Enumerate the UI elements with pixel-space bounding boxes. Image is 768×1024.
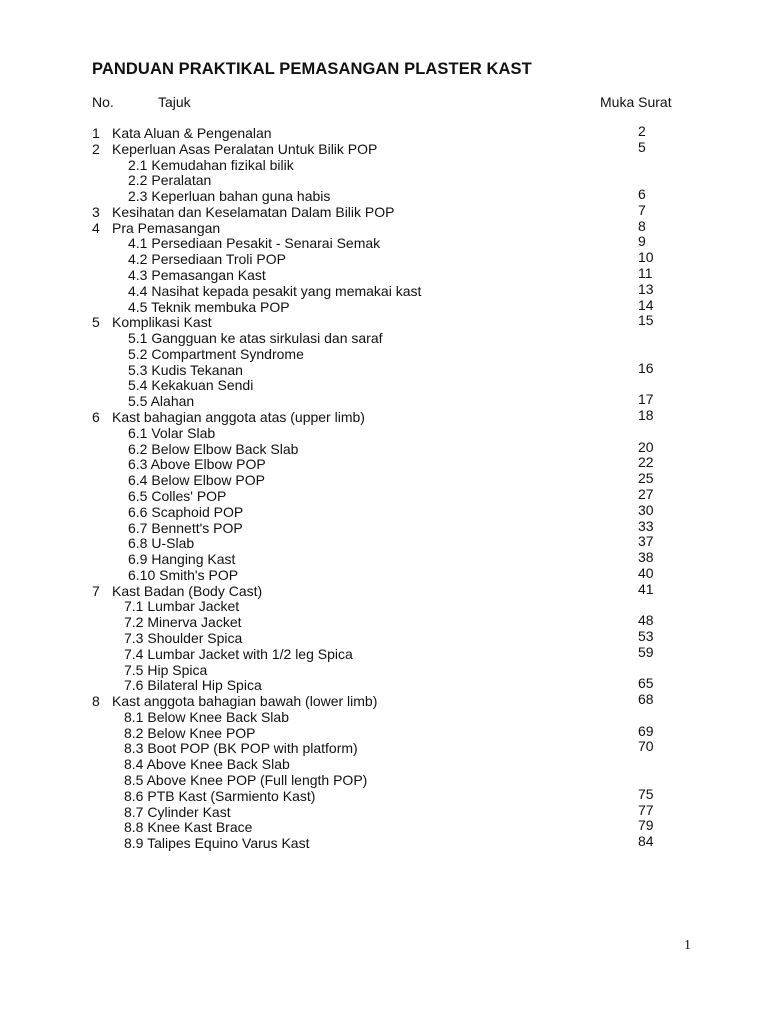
toc-entry: [0, 630, 600, 646]
toc-entry: [0, 740, 600, 756]
toc-entry: [0, 204, 600, 220]
toc-page-number: 48: [638, 612, 654, 629]
toc-entry-title: 8.7 Cylinder Kast: [124, 803, 231, 820]
toc-entry: [0, 172, 600, 188]
toc-page-number: 20: [638, 438, 654, 455]
toc-page-number: 15: [638, 312, 654, 329]
toc-page-number: 18: [638, 407, 654, 424]
toc-page-number: 17: [638, 391, 654, 408]
toc-entry: [0, 330, 600, 346]
toc-entry-title: 6.2 Below Elbow Back Slab: [128, 440, 299, 457]
toc-entry: [0, 409, 600, 425]
toc-entry: [0, 472, 600, 488]
toc-entry: [0, 362, 600, 378]
toc-entry-title: 6.6 Scaphoid POP: [128, 503, 244, 520]
toc-page-number: 8: [638, 217, 646, 234]
toc-entry-number: 3: [92, 203, 100, 220]
column-header-no: No.: [92, 94, 114, 110]
toc-entry-title: 7.1 Lumbar Jacket: [124, 598, 240, 615]
toc-entry: [0, 125, 600, 141]
toc-entry: [0, 520, 600, 536]
toc-entry: [0, 772, 600, 788]
toc-entry-title: Komplikasi Kast: [112, 314, 212, 331]
toc-entry-number: 8: [92, 693, 100, 710]
toc-entry-title: 6.9 Hanging Kast: [128, 551, 236, 568]
toc-entry: [0, 488, 600, 504]
toc-entry: [0, 267, 600, 283]
toc-entry: [0, 377, 600, 393]
toc-entry-title: 8.6 PTB Kast (Sarmiento Kast): [124, 787, 316, 804]
toc-entry: [0, 141, 600, 157]
toc-entry-title: 5.1 Gangguan ke atas sirkulasi dan saraf: [128, 330, 383, 347]
toc-entry-title: 6.1 Volar Slab: [128, 424, 216, 441]
toc-entry-title: Keperluan Asas Peralatan Untuk Bilik POP: [112, 140, 378, 157]
toc-entry-title: 4.5 Teknik membuka POP: [128, 298, 290, 315]
toc-entry: [0, 235, 600, 251]
toc-entry: [0, 299, 600, 315]
toc-page-number: 40: [638, 564, 654, 581]
toc-entry-title: 5.3 Kudis Tekanan: [128, 361, 243, 378]
toc-entry: [0, 788, 600, 804]
toc-page-number: 75: [638, 785, 654, 802]
toc-entry-title: Kast anggota bahagian bawah (lower limb): [112, 693, 378, 710]
toc-entry-title: 7.6 Bilateral Hip Spica: [124, 677, 262, 694]
toc-page-number: 14: [638, 296, 654, 313]
toc-page-number: 79: [638, 817, 654, 834]
toc-entry-title: 6.7 Bennett's POP: [128, 519, 243, 536]
toc-entry: [0, 157, 600, 173]
toc-page-number: 30: [638, 501, 654, 518]
toc-entry-title: 2.1 Kemudahan fizikal bilik: [128, 156, 294, 173]
toc-entry: [0, 835, 600, 851]
toc-entry-title: 8.3 Boot POP (BK POP with platform): [124, 740, 358, 757]
toc-entry-title: 8.2 Below Knee POP: [124, 724, 256, 741]
toc-entry: [0, 393, 600, 409]
toc-page-number: 9: [638, 233, 646, 250]
toc-entry: [0, 756, 600, 772]
toc-entry: [0, 220, 600, 236]
toc-entry-number: 5: [92, 314, 100, 331]
toc-entry: [0, 583, 600, 599]
toc-entry-title: 6.3 Above Elbow POP: [128, 456, 266, 473]
column-header-tajuk: Tajuk: [158, 94, 191, 110]
toc-entry-title: 4.4 Nasihat kepada pesakit yang memakai kast: [128, 282, 422, 299]
toc-entry: [0, 567, 600, 583]
toc-page-number: 33: [638, 517, 654, 534]
toc-entry-title: 2.2 Peralatan: [128, 172, 212, 189]
toc-entry-title: 5.4 Kekakuan Sendi: [128, 377, 254, 394]
toc-entry: [0, 251, 600, 267]
toc-entry-title: 6.4 Below Elbow POP: [128, 472, 265, 489]
toc-entry-title: Pra Pemasangan: [112, 219, 221, 236]
toc-entry-title: 7.3 Shoulder Spica: [124, 629, 243, 646]
toc-entry: [0, 504, 600, 520]
toc-entry: [0, 662, 600, 678]
toc-page-number: 77: [638, 801, 654, 818]
toc-page-number: 22: [638, 454, 654, 471]
toc-page-number: 25: [638, 470, 654, 487]
toc-entry-title: 5.5 Alahan: [128, 393, 195, 410]
toc-entry-title: 8.9 Talipes Equino Varus Kast: [124, 835, 310, 852]
toc-entry: [0, 535, 600, 551]
toc-page-number: 70: [638, 738, 654, 755]
toc-entry-title: 8.8 Knee Kast Brace: [124, 819, 253, 836]
page-number: 1: [684, 938, 691, 953]
toc-entry-number: 2: [92, 140, 100, 157]
toc-entry: [0, 614, 600, 630]
toc-entry-title: 6.10 Smith's POP: [128, 566, 239, 583]
toc-page-number: 41: [638, 580, 654, 597]
toc-entry: [0, 551, 600, 567]
toc-page-number: 68: [638, 691, 654, 708]
toc-entry: [0, 677, 600, 693]
toc-entry-title: 7.5 Hip Spica: [124, 661, 208, 678]
toc-entry-title: 8.5 Above Knee POP (Full length POP): [124, 771, 368, 788]
toc-page-number: 10: [638, 249, 654, 266]
toc-entry: [0, 725, 600, 741]
toc-entry: [0, 598, 600, 614]
toc-page-number: 27: [638, 485, 654, 502]
toc-entry: [0, 314, 600, 330]
toc-page-number: 69: [638, 722, 654, 739]
toc-entry-number: 1: [92, 125, 100, 141]
toc-page-number: 2: [638, 123, 646, 139]
toc-page-number: 59: [638, 643, 654, 660]
document-title: PANDUAN PRAKTIKAL PEMASANGAN PLASTER KAST: [92, 60, 532, 78]
toc-page-number: 84: [638, 833, 654, 850]
toc-entry-number: 4: [92, 219, 100, 236]
toc-entry-title: 7.2 Minerva Jacket: [124, 614, 242, 631]
toc-entry-title: Kast Badan (Body Cast): [112, 582, 263, 599]
toc-entry: [0, 693, 600, 709]
toc-page-number: 7: [638, 201, 646, 218]
toc-entry: [0, 709, 600, 725]
toc-entry: [0, 425, 600, 441]
toc-page-number: 16: [638, 359, 654, 376]
toc-entry: [0, 188, 600, 204]
toc-entry-title: 8.1 Below Knee Back Slab: [124, 708, 289, 725]
toc-page-number: 13: [638, 280, 654, 297]
toc-entry: [0, 819, 600, 835]
toc-entry-title: Kast bahagian anggota atas (upper limb): [112, 409, 365, 426]
toc-entry-number: 6: [92, 409, 100, 426]
toc-entry: [0, 346, 600, 362]
toc-page-number: 37: [638, 533, 654, 550]
toc-entry-title: Kesihatan dan Keselamatan Dalam Bilik POP: [112, 203, 395, 220]
toc-page-number: 38: [638, 549, 654, 566]
toc-entry-title: 6.5 Colles' POP: [128, 487, 227, 504]
toc-page-number: 6: [638, 186, 646, 203]
toc-entry: [0, 456, 600, 472]
toc-entry-number: 7: [92, 582, 100, 599]
toc-page-number: 11: [638, 265, 653, 282]
toc-entry-title: 8.4 Above Knee Back Slab: [124, 756, 290, 773]
toc-entry-title: 6.8 U-Slab: [128, 535, 195, 552]
toc-entry-title: 4.2 Persediaan Troli POP: [128, 251, 286, 268]
toc-entry: [0, 646, 600, 662]
toc-entry-title: 5.2 Compartment Syndrome: [128, 345, 304, 362]
toc-page-number: 65: [638, 675, 654, 692]
toc-entry: [0, 804, 600, 820]
toc-entry-title: 4.1 Persediaan Pesakit - Senarai Semak: [128, 235, 381, 252]
toc-entry: [0, 283, 600, 299]
toc-entry-title: Kata Aluan & Pengenalan: [112, 125, 272, 141]
toc-entry-title: 7.4 Lumbar Jacket with 1/2 leg Spica: [124, 645, 353, 662]
toc-entry: [0, 441, 600, 457]
toc-entry-title: 2.3 Keperluan bahan guna habis: [128, 188, 331, 205]
column-header-muka-surat: Muka Surat: [600, 94, 672, 110]
toc-entry-title: 4.3 Pemasangan Kast: [128, 267, 266, 284]
toc-page-number: 5: [638, 138, 646, 155]
toc-page-number: 53: [638, 627, 654, 644]
